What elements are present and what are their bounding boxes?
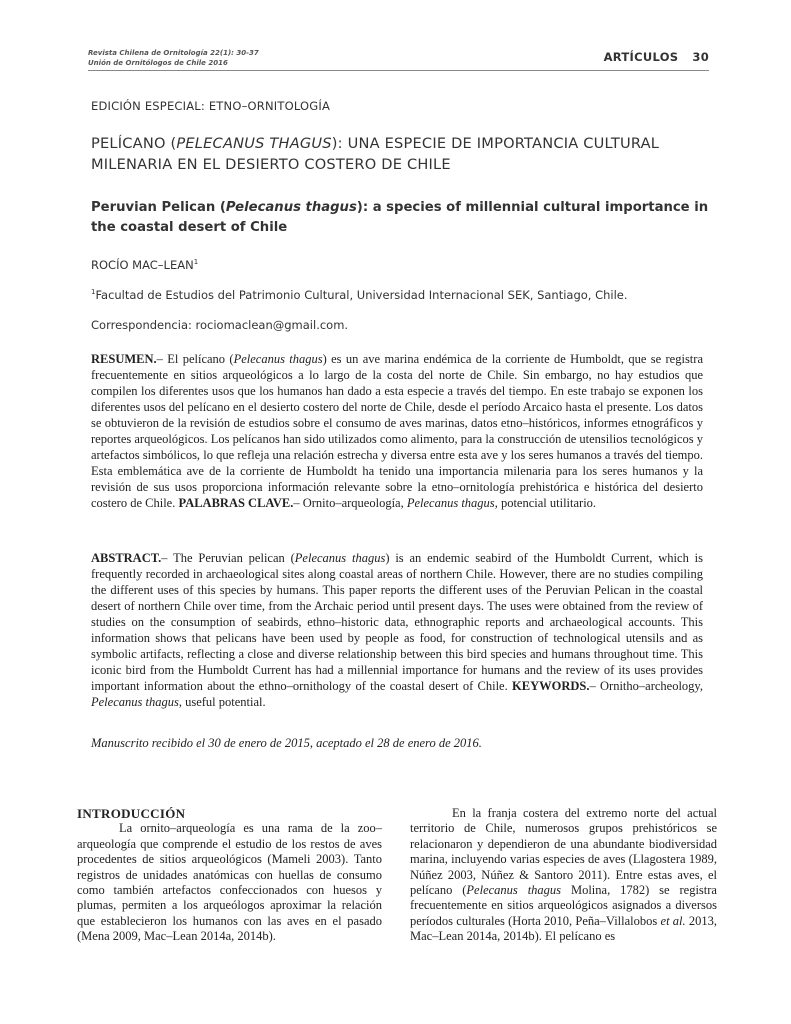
intro-left-paragraph: La ornito–arqueología es una rama de la zoo–arqueología que comprende el estudio de los restos de aves procedentes de sitios arqueológicos (Mameli 2003). Tanto registros de unidades anatómicas con huellas de consumo como también artefactos confeccionados con huesos y plumas, permiten a los arqueólogos aproximar la relación que establecieron los humanos con las aves en el pasado (Mena 2009, Mac–Lean 2014a, 2014b).	[77, 821, 382, 944]
abstract-species: Pelecanus thagus	[294, 551, 386, 565]
intro-right-1: En la franja costera del extremo norte del actual territorio de Chile, numerosos grupos prehistóricos se relacionaron y dependieron de una abundante biodiversidad marina, incluyendo varias especies de aves (Llagostera 1989, Núñez 2003, Núñez & Santoro 2011). Entre estas aves, el pelícano (	[410, 806, 717, 898]
resumen-label: RESUMEN.	[91, 352, 157, 366]
journal-line-1: Revista Chilena de Ornitología 22(1): 30-37	[88, 49, 259, 57]
keywords-label: KEYWORDS.	[512, 679, 590, 694]
manuscript-dates: Manuscrito recibido el 30 de enero de 2015, aceptado el 28 de enero de 2016.	[91, 736, 482, 750]
affiliation-mark: 1	[91, 288, 96, 296]
intro-heading: INTRODUCCIÓN	[77, 806, 186, 821]
header-rule	[88, 70, 709, 71]
abstract-text-1: – The Peruvian pelican (	[161, 551, 295, 565]
intro-left-text	[77, 821, 382, 944]
affiliation-text: Facultad de Estudios del Patrimonio Cultural, Universidad Internacional SEK, Santiago, Chile.	[95, 288, 628, 302]
resumen-text-2: ) es un ave marina endémica de la corriente de Humboldt, que se registra frecuentemente en sitios arqueológicos a lo largo de la costa del norte de Chile. Sin embargo, no hay estudios que compilen los diferentes usos que los humanos han dado a esta especie a través del tiempo. En este trabajo se exponen los diferentes usos del pelícano en el desierto costero del norte de Chile, desde el período Arcaico hasta el presente. Los datos se obtuvieron de la revisión de estudios sobre el consumo de aves marinas, datos etno–históricos, informes etnográficos y reportes arqueológicos. Los pelícanos han sido utilizados como alimento, para la construcción de utensilios tecnológicos y artefactos simbólicos, lo que refleja una relación estrecha y diversa entre esta ave y los seres humanos a través del tiempo. Esta emblemática ave de la corriente de Humboldt ha tenido una importancia milenaria para los seres humanos y la revisión de sus usos proporciona información relevante sobre la etno–ornitología prehistórica e histórica del desierto costero de Chile.	[91, 352, 703, 511]
abstract-text-2: ) is an endemic seabird of the Humboldt Current, which is frequently recorded in archaeological sites along coastal areas of northern Chile. However, there are no studies compiling the different uses of this species by humans. This paper reports the different uses of the Peruvian Pelican in the coastal desert of northern Chile over time, from the Archaic period until present days. The uses were obtained from the review of studies on the consumption of seabirds, ethno–historic data, ethnographic reports and archaeological accounts. This information shows that pelicans have been used by people as food, for construction of technological utensils and as symbolic artifacts, reflecting a close and diverse relationship between this bird species and humans throughout time. This iconic bird from the Humboldt Current has had a millennial importance for humans and the review of its uses provides important information about the ethno–ornithology of the coastal desert of Chile.	[91, 551, 703, 694]
article-title	[91, 133, 721, 175]
en-title-part-2: ): a species of millennial cultural importance in the coastal desert of Chile	[91, 200, 709, 235]
resumen-text-1: – El pelícano (	[156, 352, 234, 366]
en-title-species: Pelecanus thagus	[225, 200, 357, 215]
keywords-1: – Ornitho–archeology,	[589, 679, 703, 694]
intro-right-2: Molina, 1782) se registra frecuentemente en sitios arqueológicos asignados a diversos períodos culturales (Horta 2010, Peña–Villalobos	[410, 883, 717, 928]
journal-citation	[88, 48, 259, 68]
palabras-clave-2: , potencial utilitario.	[494, 496, 597, 511]
resumen-paragraph	[91, 351, 703, 511]
intro-right-species: Pelecanus thagus	[466, 883, 562, 898]
palabras-clave-species: Pelecanus thagus	[406, 496, 495, 511]
intro-right-etal: et al.	[660, 913, 686, 928]
section-header	[604, 50, 709, 64]
en-title-part-1: Peruvian Pelican (	[91, 200, 226, 215]
intro-right-column	[410, 806, 717, 945]
journal-line-2: Unión de Ornitólogos de Chile 2016	[88, 59, 228, 67]
intro-right-text	[410, 806, 717, 945]
page-number: 30	[692, 50, 709, 64]
affiliation	[91, 288, 628, 302]
title-part-2: ): UNA ESPECIE DE IMPORTANCIA CULTURAL MILENARIA EN EL DESIERTO COSTERO DE CHILE	[91, 135, 660, 173]
intro-right-3: 2013, Mac–Lean 2014a, 2014b). El pelícano es	[410, 913, 718, 944]
title-part-1: PELÍCANO (	[91, 135, 177, 152]
correspondence: Correspondencia: rociomaclean@gmail.com.	[91, 318, 349, 332]
resumen-species: Pelecanus thagus	[233, 352, 323, 366]
intro-left-column	[77, 806, 382, 945]
palabras-clave-1: – Ornito–arqueología,	[293, 496, 407, 511]
english-title	[91, 198, 716, 238]
keywords-species: Pelecanus thagus	[91, 695, 179, 710]
special-edition-label: EDICIÓN ESPECIAL: ETNO–ORNITOLOGÍA	[91, 99, 331, 113]
abstract-paragraph	[91, 550, 703, 710]
keywords-2: , useful potential.	[178, 695, 266, 710]
abstract-label: ABSTRACT.	[91, 551, 162, 565]
section-name: ARTÍCULOS	[603, 50, 679, 64]
author	[91, 258, 198, 272]
author-affiliation-mark: 1	[193, 258, 199, 266]
author-name: ROCÍO MAC–LEAN	[91, 258, 194, 272]
title-species: PELECANUS THAGUS	[176, 135, 332, 152]
palabras-clave-label: PALABRAS CLAVE.	[178, 496, 294, 511]
